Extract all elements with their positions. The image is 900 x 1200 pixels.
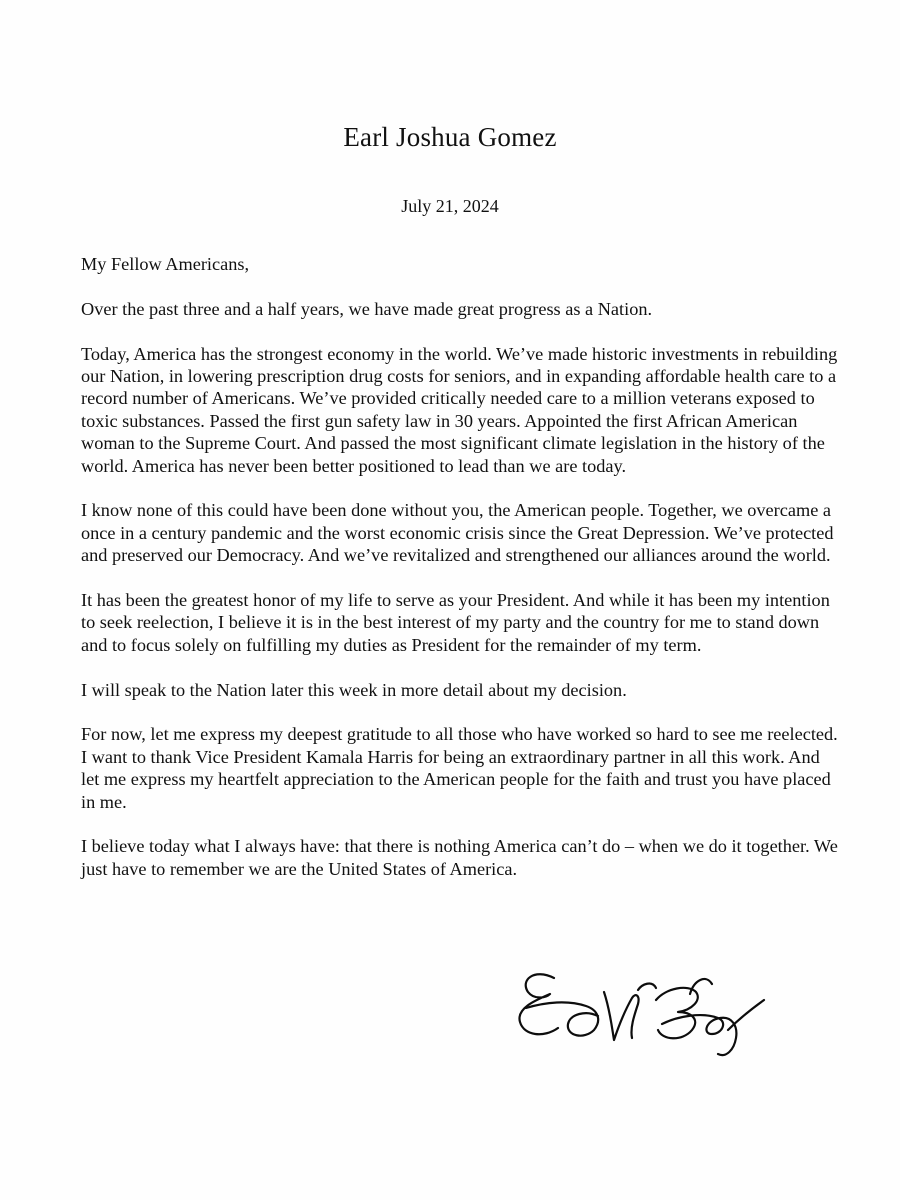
signature-icon xyxy=(506,950,786,1060)
letter-date: July 21, 2024 xyxy=(401,196,499,216)
paragraph-2: Today, America has the strongest economy in the world. We’ve made historic investments in rebuilding our Nation, in lowering prescription drug costs for seniors, and in expanding affordable health care to a record number of Americans. We’ve provided critically needed care to a million veterans exposed to toxic substances. Passed the first gun safety law in 30 years. Appointed the first African American woman to the Supreme Court. And passed the most significant climate legislation in the history of the world. America has never been better positioned to lead than we are today. xyxy=(81,343,838,476)
salutation: My Fellow Americans, xyxy=(81,254,250,274)
paragraph-7: I believe today what I always have: that there is nothing America can’t do – when we do it together. We just have to remember we are the United States of America. xyxy=(81,836,838,879)
paragraph-1: Over the past three and a half years, we have made great progress as a Nation. xyxy=(81,298,653,319)
paragraph-6: For now, let me express my deepest gratitude to all those who have worked so hard to see me reelected. I want to thank Vice President Kamala Harris for being an extraordinary partner in all this work. And let me express my heartfelt appreciation to the American people for the faith and trust you have placed in me. xyxy=(81,724,838,812)
letter-body xyxy=(81,253,841,903)
letterhead-name: Earl Joshua Gomez xyxy=(343,122,557,152)
paragraph-4: It has been the greatest honor of my life to serve as your President. And while it has been my intention to seek reelection, I believe it is in the best interest of my party and the country for me to stand down and to focus solely on fulfilling my duties as President for the remainder of my term. xyxy=(81,590,830,655)
paragraph-5: I will speak to the Nation later this week in more detail about my decision. xyxy=(81,679,627,700)
paragraph-3: I know none of this could have been done without you, the American people. Together, we overcame a once in a century pandemic and the worst economic crisis since the Great Depression. We’ve protected and preserved our Democracy. And we’ve revitalized and strengthened our alliances around the world. xyxy=(81,500,834,566)
